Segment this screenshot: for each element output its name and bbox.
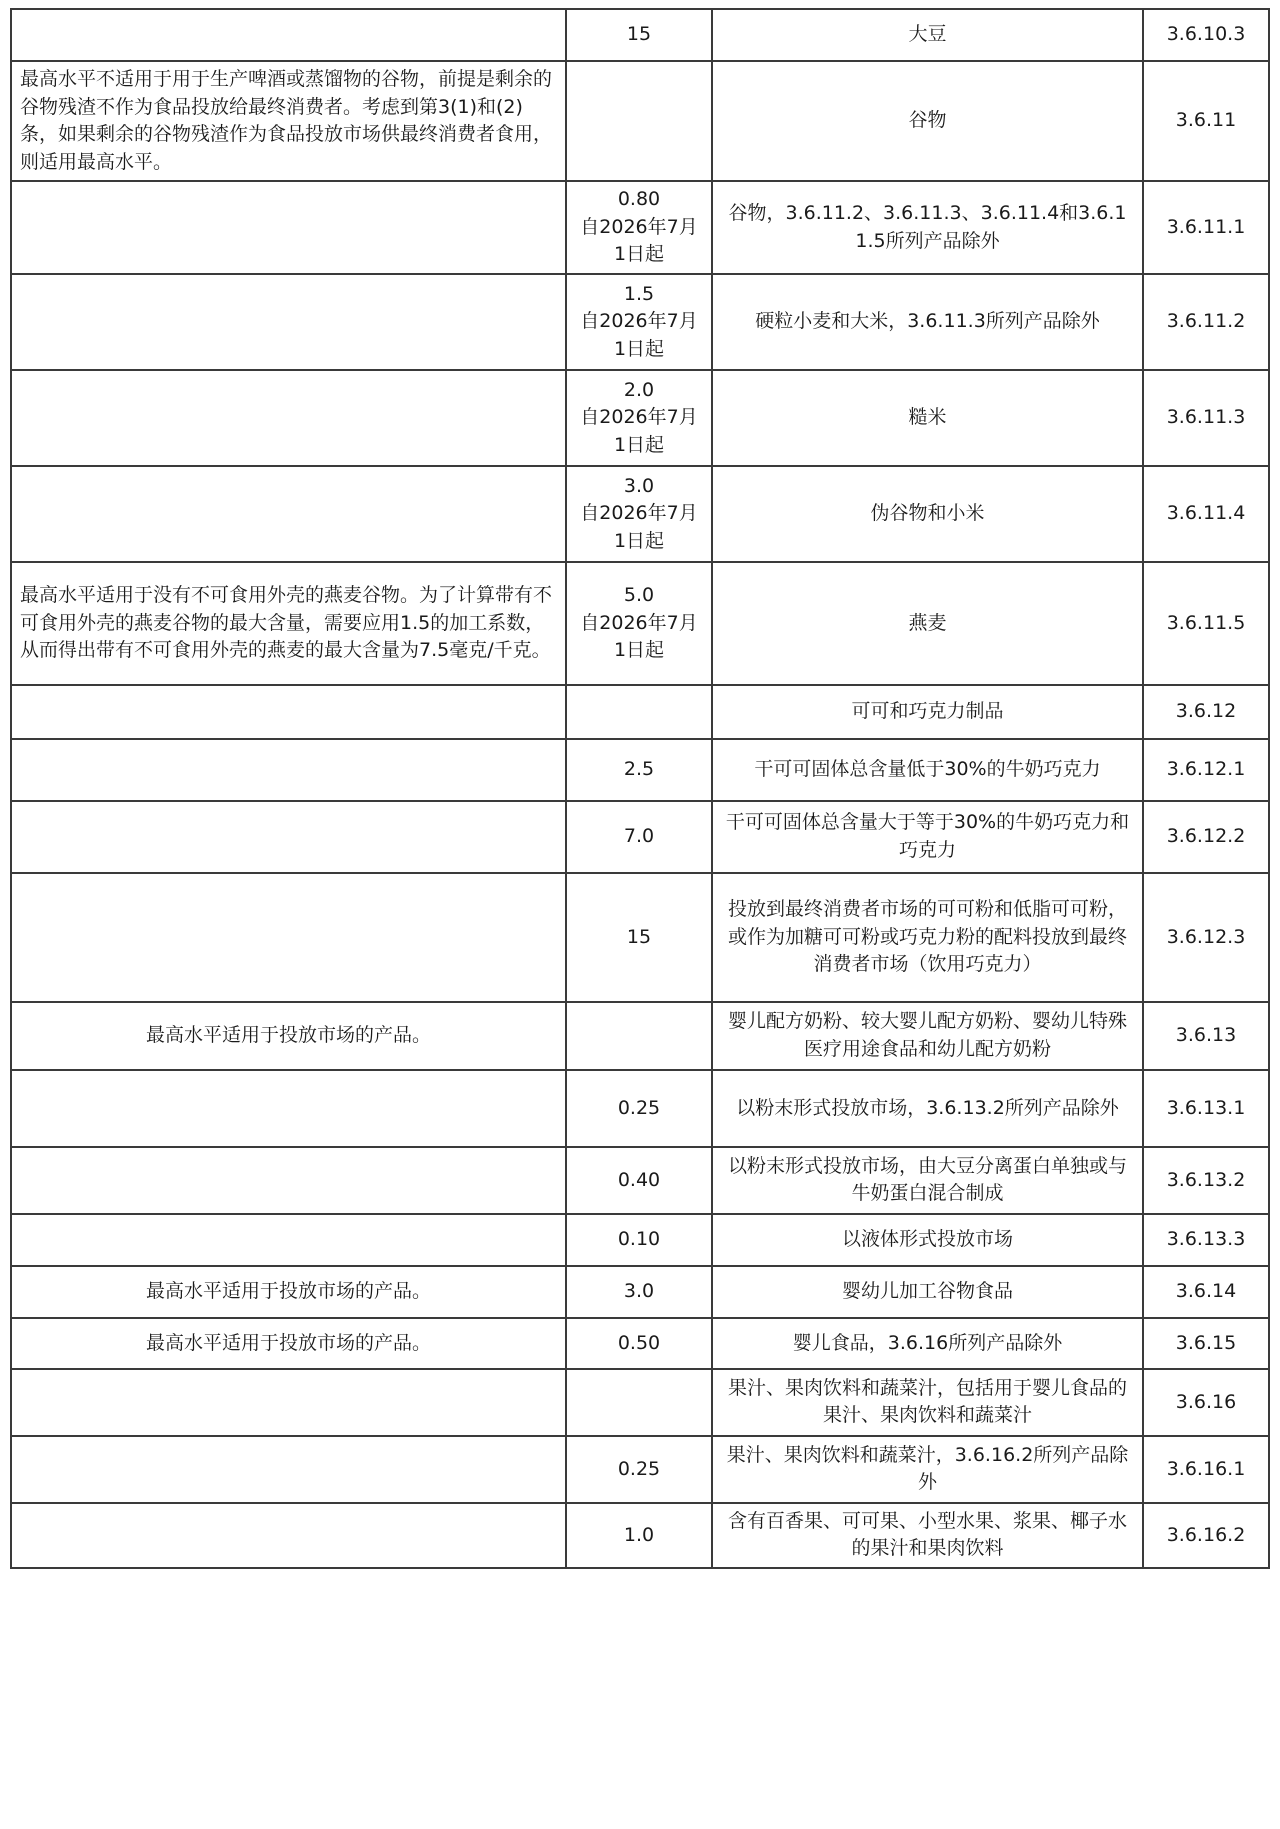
notes-cell (11, 370, 566, 466)
product-cell: 谷物，3.6.11.2、3.6.11.3、3.6.11.4和3.6.11.5所列产品除外 (712, 181, 1143, 274)
product-cell: 以液体形式投放市场 (712, 1214, 1143, 1266)
table-row (11, 466, 1269, 562)
max-level-cell: 15 (566, 9, 712, 61)
notes-cell: 最高水平适用于投放市场的产品。 (11, 1002, 566, 1070)
table-row (11, 370, 1269, 466)
product-cell: 果汁、果肉饮料和蔬菜汁，包括用于婴儿食品的果汁、果肉饮料和蔬菜汁 (712, 1369, 1143, 1436)
code-cell: 3.6.11.2 (1143, 274, 1269, 370)
table-row (11, 739, 1269, 801)
notes-cell (11, 1369, 566, 1436)
table-row (11, 9, 1269, 61)
table-row (11, 873, 1269, 1002)
notes-cell (11, 181, 566, 274)
max-level-cell: 1.0 (566, 1503, 712, 1568)
code-cell: 3.6.12.3 (1143, 873, 1269, 1002)
max-level-cell (566, 685, 712, 739)
code-cell: 3.6.13 (1143, 1002, 1269, 1070)
notes-cell: 最高水平适用于投放市场的产品。 (11, 1318, 566, 1369)
notes-cell (11, 274, 566, 370)
max-level-cell (566, 1369, 712, 1436)
code-cell: 3.6.12.2 (1143, 801, 1269, 873)
code-cell: 3.6.11.5 (1143, 562, 1269, 685)
notes-cell: 最高水平不适用于用于生产啤酒或蒸馏物的谷物，前提是剩余的谷物残渣不作为食品投放给最终消费者。考虑到第3(1)和(2)条，如果剩余的谷物残渣作为食品投放市场供最终消费者食用，则适用最高水平。 (11, 61, 566, 181)
code-cell: 3.6.16.1 (1143, 1436, 1269, 1503)
code-cell: 3.6.14 (1143, 1266, 1269, 1318)
code-cell: 3.6.16.2 (1143, 1503, 1269, 1568)
product-cell: 硬粒小麦和大米，3.6.11.3所列产品除外 (712, 274, 1143, 370)
notes-cell (11, 1436, 566, 1503)
table-row (11, 685, 1269, 739)
code-cell: 3.6.13.2 (1143, 1147, 1269, 1214)
notes-cell: 最高水平适用于投放市场的产品。 (11, 1266, 566, 1318)
product-cell: 伪谷物和小米 (712, 466, 1143, 562)
table-row (11, 1318, 1269, 1369)
code-cell: 3.6.15 (1143, 1318, 1269, 1369)
notes-cell (11, 1503, 566, 1568)
max-level-cell: 0.10 (566, 1214, 712, 1266)
max-level-cell: 0.40 (566, 1147, 712, 1214)
table-row (11, 61, 1269, 181)
notes-cell (11, 739, 566, 801)
table-row (11, 562, 1269, 685)
product-cell: 果汁、果肉饮料和蔬菜汁，3.6.16.2所列产品除外 (712, 1436, 1143, 1503)
table-row (11, 1070, 1269, 1147)
product-cell: 干可可固体总含量低于30%的牛奶巧克力 (712, 739, 1143, 801)
max-level-cell: 15 (566, 873, 712, 1002)
product-cell: 可可和巧克力制品 (712, 685, 1143, 739)
notes-cell (11, 466, 566, 562)
table-row (11, 1503, 1269, 1568)
table-row (11, 801, 1269, 873)
max-level-cell: 1.5 自2026年7月1日起 (566, 274, 712, 370)
table-row (11, 1147, 1269, 1214)
notes-cell (11, 685, 566, 739)
regulation-table (10, 8, 1270, 1569)
max-level-cell: 0.25 (566, 1436, 712, 1503)
table-row (11, 1369, 1269, 1436)
table-row (11, 1436, 1269, 1503)
product-cell: 婴儿配方奶粉、较大婴儿配方奶粉、婴幼儿特殊医疗用途食品和幼儿配方奶粉 (712, 1002, 1143, 1070)
product-cell: 投放到最终消费者市场的可可粉和低脂可可粉，或作为加糖可可粉或巧克力粉的配料投放到最终消费者市场（饮用巧克力） (712, 873, 1143, 1002)
product-cell: 以粉末形式投放市场，由大豆分离蛋白单独或与牛奶蛋白混合制成 (712, 1147, 1143, 1214)
code-cell: 3.6.10.3 (1143, 9, 1269, 61)
product-cell: 谷物 (712, 61, 1143, 181)
notes-cell (11, 9, 566, 61)
code-cell: 3.6.13.3 (1143, 1214, 1269, 1266)
notes-cell (11, 801, 566, 873)
table-row (11, 1214, 1269, 1266)
product-cell: 含有百香果、可可果、小型水果、浆果、椰子水的果汁和果肉饮料 (712, 1503, 1143, 1568)
code-cell: 3.6.12.1 (1143, 739, 1269, 801)
notes-cell (11, 1070, 566, 1147)
table-body (11, 9, 1269, 1568)
table-row (11, 1266, 1269, 1318)
code-cell: 3.6.16 (1143, 1369, 1269, 1436)
product-cell: 燕麦 (712, 562, 1143, 685)
product-cell: 糙米 (712, 370, 1143, 466)
max-level-cell: 0.25 (566, 1070, 712, 1147)
product-cell: 婴幼儿加工谷物食品 (712, 1266, 1143, 1318)
max-level-cell: 3.0 (566, 1266, 712, 1318)
product-cell: 大豆 (712, 9, 1143, 61)
code-cell: 3.6.13.1 (1143, 1070, 1269, 1147)
notes-cell (11, 1147, 566, 1214)
table-row (11, 274, 1269, 370)
code-cell: 3.6.11.1 (1143, 181, 1269, 274)
code-cell: 3.6.11.4 (1143, 466, 1269, 562)
product-cell: 婴儿食品，3.6.16所列产品除外 (712, 1318, 1143, 1369)
code-cell: 3.6.12 (1143, 685, 1269, 739)
table-row (11, 181, 1269, 274)
product-cell: 干可可固体总含量大于等于30%的牛奶巧克力和巧克力 (712, 801, 1143, 873)
max-level-cell (566, 1002, 712, 1070)
notes-cell: 最高水平适用于没有不可食用外壳的燕麦谷物。为了计算带有不可食用外壳的燕麦谷物的最大含量，需要应用1.5的加工系数，从而得出带有不可食用外壳的燕麦的最大含量为7.5毫克/千克。 (11, 562, 566, 685)
product-cell: 以粉末形式投放市场，3.6.13.2所列产品除外 (712, 1070, 1143, 1147)
notes-cell (11, 873, 566, 1002)
max-level-cell: 7.0 (566, 801, 712, 873)
max-level-cell: 0.80 自2026年7月1日起 (566, 181, 712, 274)
max-level-cell: 5.0 自2026年7月1日起 (566, 562, 712, 685)
table-row (11, 1002, 1269, 1070)
max-level-cell: 2.0 自2026年7月1日起 (566, 370, 712, 466)
code-cell: 3.6.11 (1143, 61, 1269, 181)
max-level-cell: 3.0 自2026年7月1日起 (566, 466, 712, 562)
max-level-cell (566, 61, 712, 181)
code-cell: 3.6.11.3 (1143, 370, 1269, 466)
max-level-cell: 2.5 (566, 739, 712, 801)
notes-cell (11, 1214, 566, 1266)
max-level-cell: 0.50 (566, 1318, 712, 1369)
